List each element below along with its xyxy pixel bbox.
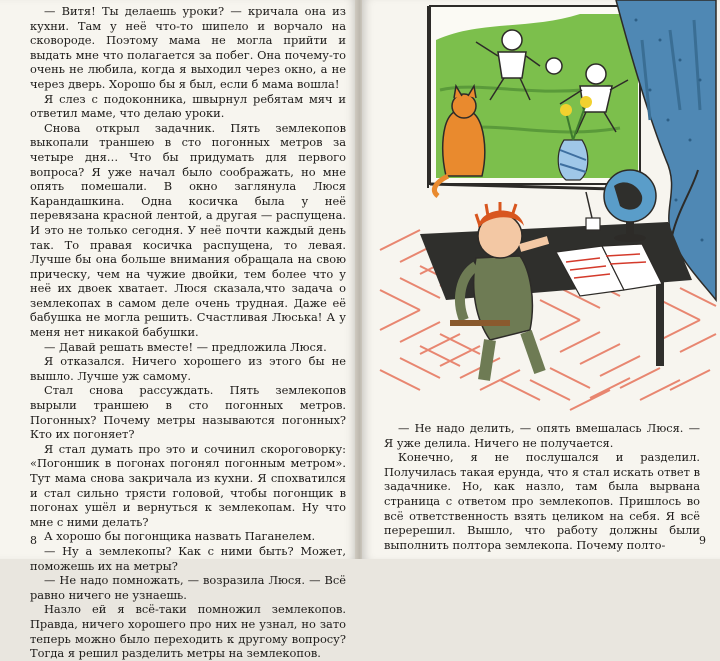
illustration-svg bbox=[380, 0, 716, 418]
paragraph: — Не надо помножать, — возразила Люся. — Всё равно ничего не узнаешь. bbox=[30, 573, 346, 602]
page-number-left: 8 bbox=[30, 534, 37, 547]
left-page bbox=[0, 0, 357, 661]
paragraph: Я стал думать про это и сочинил скороговорку: «Погоншик в погонах погонял погонным метром». Тут мама снова закричала из кухни. Я спохватился и стал сильно трясти головой, чтобы погонщик в погонах ушёл и вернуться к землекопам. Ну что мне с ними делать? bbox=[30, 441, 346, 529]
page-number-right: 9 bbox=[699, 534, 706, 547]
paragraph: — Ну а землекопы? Как с ними быть? Может, поможешь их на метры? bbox=[30, 543, 346, 573]
boy-at-desk-illustration bbox=[380, 0, 716, 418]
paragraph: — Давай решать вместе! — предложила Люся. bbox=[44, 339, 327, 354]
paragraph: А хорошо бы погонщика назвать Паганелем. bbox=[44, 529, 316, 544]
paragraph: Назло ей я всё-таки помножил землекопов. Правда, ничего хорошего про них не узнал, но зато теперь можно было переходить к другому вопросу? Тогда я решил разделить метры на землекопов. bbox=[30, 602, 346, 661]
paragraph: — Не надо делить, — опять вмешалась Люся. — Я уже делила. Ничего не получается. bbox=[384, 421, 700, 450]
left-page-text bbox=[30, 4, 346, 661]
right-page bbox=[362, 0, 720, 559]
paragraph: Я слез с подоконника, швырнул ребятам мяч и ответил маме, что делаю уроки. bbox=[30, 91, 346, 121]
paragraph: — Витя! Ты делаешь уроки? — кричала она из кухни. Там у неё что-то шипело и ворчало на сковороде. Поэтому мама не могла прийти и выдать мне что полагается за побег. Она почему-то очень не любила, когда я выходил через окно, а не через дверь. Хорошо бы я был, если б мама вошла! bbox=[30, 4, 346, 91]
inkwell bbox=[586, 192, 600, 230]
right-page-text bbox=[384, 421, 700, 552]
paragraph: Конечно, я не послушался и разделил. Получилась такая ерунда, что я стал искать ответ в задачнике. Но, как назло, там была вырвана страница с ответом про землекопов. Пришлось во всё ответственность взять целиком на себя. Я всё перерешил. Вышло, что работу должны были выполнить полтора землекопа. Почему полто- bbox=[384, 450, 700, 552]
paragraph: Я отказался. Ничего хорошего из этого бы не вышло. Лучше уж самому. bbox=[30, 354, 346, 383]
paragraph: Снова открыл задачник. Пять землекопов выкопали траншею в сто погонных метров за четыре дня… Что бы придумать для первого вопроса? Я уже начал было соображать, но мне опять помешали. В окно заглянула Люся Карандашкина. Одна косичка была у неё перевязана красной лентой, а другая — распущена. И это не только сегодня. У неё почти каждый день так. То правая косичка распущена, то левая. Лучше бы она больше внимания обращала на свою прическу, чем на чужие двойки, тем более что у неё их двоек хватает. Люся сказала,что задача о землекопах в самом деле очень трудная. Даже её бабушка не могла решить. Счастливая Люська! А у меня нет никакой бабушки. bbox=[30, 120, 346, 340]
paragraph: Стал снова рассуждать. Пять землекопов вырыли траншею в сто погонных метров. Погонных? Почему метры называются погонных? Кто их погоняет? bbox=[30, 383, 346, 442]
